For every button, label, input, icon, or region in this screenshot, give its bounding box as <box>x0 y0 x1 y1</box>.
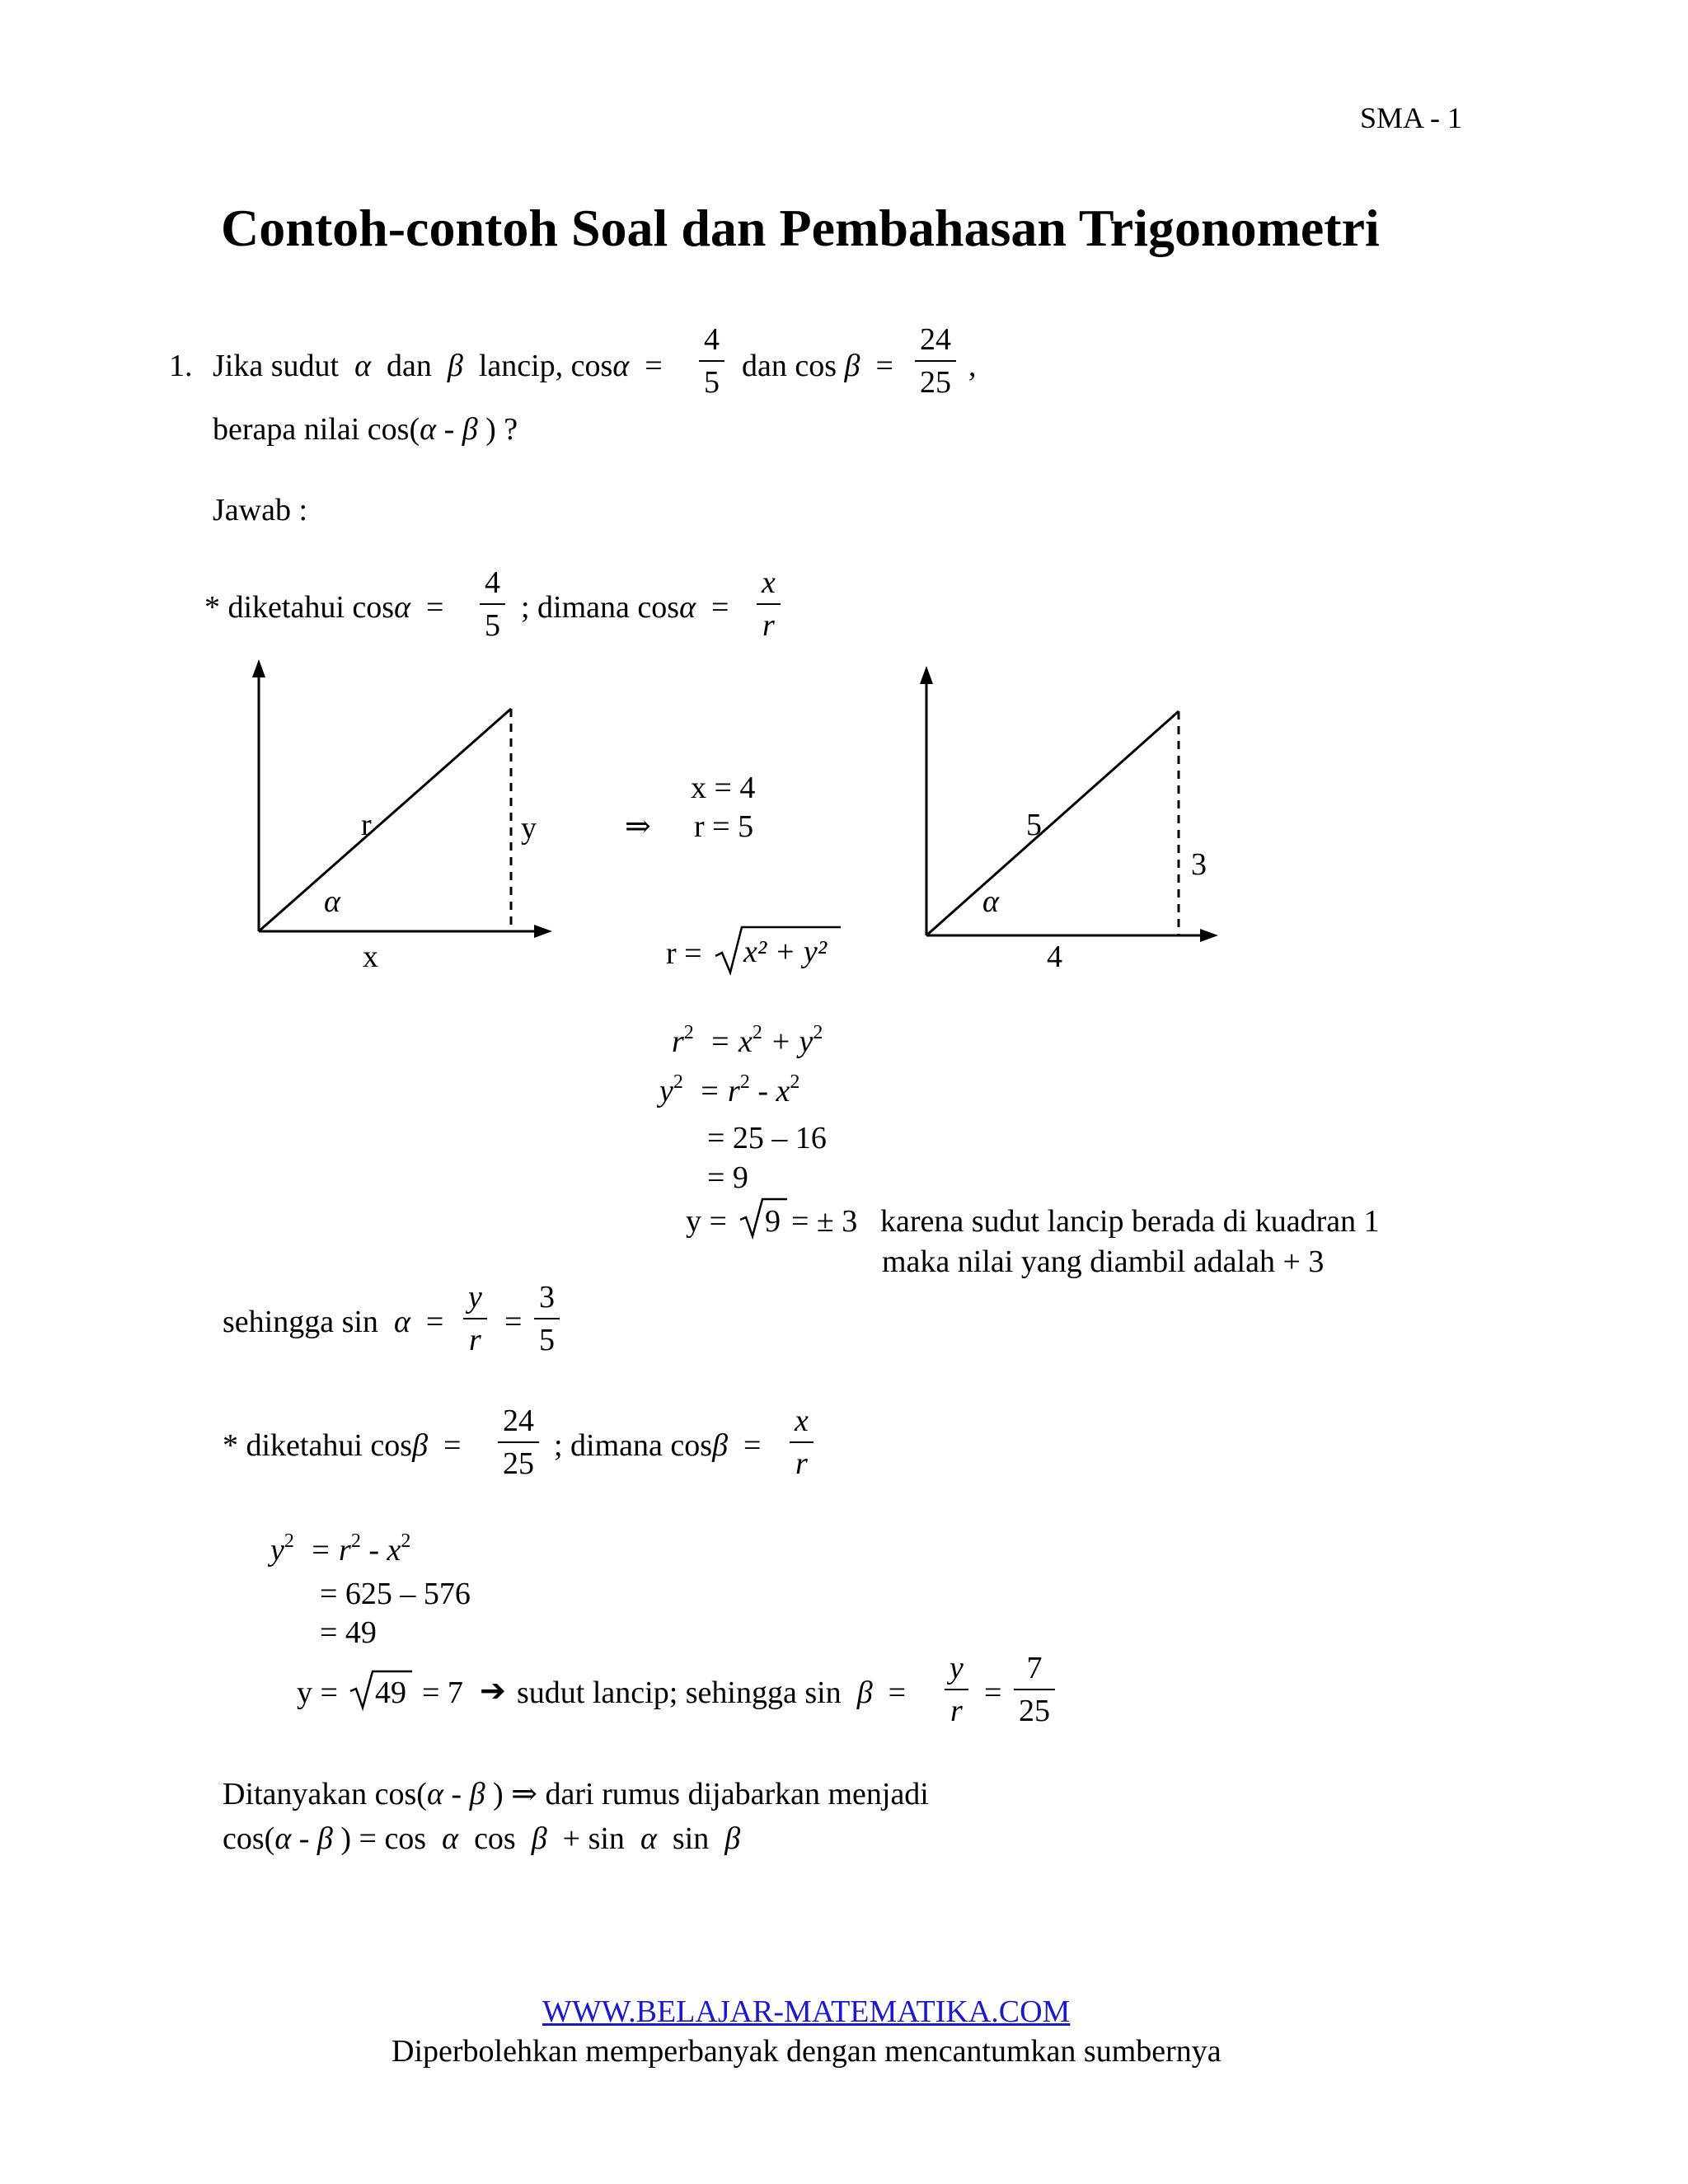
part-a-known: * diketahui cosα = <box>204 590 444 625</box>
x-value: x = 4 <box>691 771 756 805</box>
fraction-7-25: 7 25 <box>1014 1652 1055 1727</box>
problem-line-2: berapa nilai cos(α - β ) ? <box>213 412 518 447</box>
tri1-label-y: y <box>521 811 537 846</box>
fraction-y-over-r-a: y r <box>463 1282 487 1356</box>
right-arrow-icon: ➔ <box>480 1674 506 1708</box>
tri2-label-alpha: α <box>982 884 999 919</box>
r-value: r = 5 <box>694 809 754 844</box>
b-step-y-squared: $y^2 = r^2 - x^2$ <box>270 1530 411 1568</box>
fraction-part-a-4-5: 4 5 <box>480 567 505 641</box>
b-step-y-root-rhs: = 7 <box>422 1675 463 1710</box>
sin-alpha-label: sehingga sin α = <box>223 1305 444 1339</box>
part-b-known: * diketahui cosβ = <box>223 1428 462 1463</box>
b-step-y-root-radicand: 49 <box>375 1675 406 1710</box>
step-nine: = 9 <box>707 1160 748 1195</box>
jawab-label: Jawab : <box>213 493 308 527</box>
note-take-positive: maka nilai yang diambil adalah + 3 <box>882 1244 1325 1279</box>
tri2-label-r: 5 <box>1026 808 1042 842</box>
step-y-root-radicand: 9 <box>765 1204 781 1239</box>
formula-line: cos(α - β ) = cos α cos β + sin α sin β <box>223 1821 741 1856</box>
page-title: Contoh-contoh Soal dan Pembahasan Trigonometri <box>221 199 1380 257</box>
step-y-squared: $y^2 = r^2 - x^2$ <box>659 1071 800 1108</box>
problem-line-1: Jika sudut α dan β lancip, cosα = <box>213 349 663 383</box>
sin-beta-eq: = <box>984 1675 1002 1710</box>
step-y-root-lhs: y = <box>686 1204 727 1239</box>
step-subtract: = 25 – 16 <box>707 1121 827 1155</box>
fraction-24-25: 24 25 <box>498 1405 539 1479</box>
problem-number: 1. <box>169 349 193 383</box>
r-formula-radicand: x² + y² <box>743 935 828 969</box>
page-label: SMA - 1 <box>1360 101 1463 134</box>
part-a-dimana: ; dimana cosα = <box>521 590 729 625</box>
implies-arrow: ⇒ <box>625 809 651 844</box>
fraction-y-over-r-b: y r <box>945 1652 968 1727</box>
part-b-dimana: ; dimana cosβ = <box>554 1428 762 1463</box>
step-y-root-rhs: = ± 3 <box>791 1204 858 1239</box>
problem-line-1b: dan cos β = <box>742 349 893 383</box>
b-step-49: = 49 <box>320 1615 377 1650</box>
footer-note: Diperbolehkan memperbanyak dengan mencantumkan sumbernya <box>392 2034 1221 2069</box>
fraction-cos-beta: 24 25 <box>915 324 956 398</box>
tri1-label-alpha: α <box>324 884 340 919</box>
tri2-label-x: 4 <box>1047 940 1062 974</box>
r-formula-lhs: r = <box>666 936 702 971</box>
fraction-cos-alpha: 4 5 <box>699 324 724 398</box>
fraction-3-5: 3 5 <box>534 1282 560 1356</box>
tri2-label-y: 3 <box>1191 847 1207 882</box>
note-quadrant: karena sudut lancip berada di kuadran 1 <box>880 1204 1380 1239</box>
step-r-squared: $r^2 = x^2 + y^2$ <box>672 1022 823 1059</box>
b-step-note: sudut lancip; sehingga sin β = <box>517 1675 907 1710</box>
b-step-y-root-lhs: y = <box>297 1675 338 1710</box>
fraction-x-over-r: x r <box>757 567 781 641</box>
tri1-label-r: r <box>361 808 372 842</box>
b-step-subtract: = 625 – 576 <box>320 1577 471 1611</box>
question-line: Ditanyakan cos(α - β ) ⇒ dari rumus dijabarkan menjadi <box>223 1777 929 1811</box>
fraction-x-over-r-b: x r <box>790 1405 814 1479</box>
comma: , <box>968 349 977 383</box>
footer-link[interactable]: WWW.BELAJAR-MATEMATIKA.COM <box>542 1994 1071 2029</box>
tri1-label-x: x <box>363 940 378 974</box>
sin-alpha-eq: = <box>504 1305 523 1339</box>
